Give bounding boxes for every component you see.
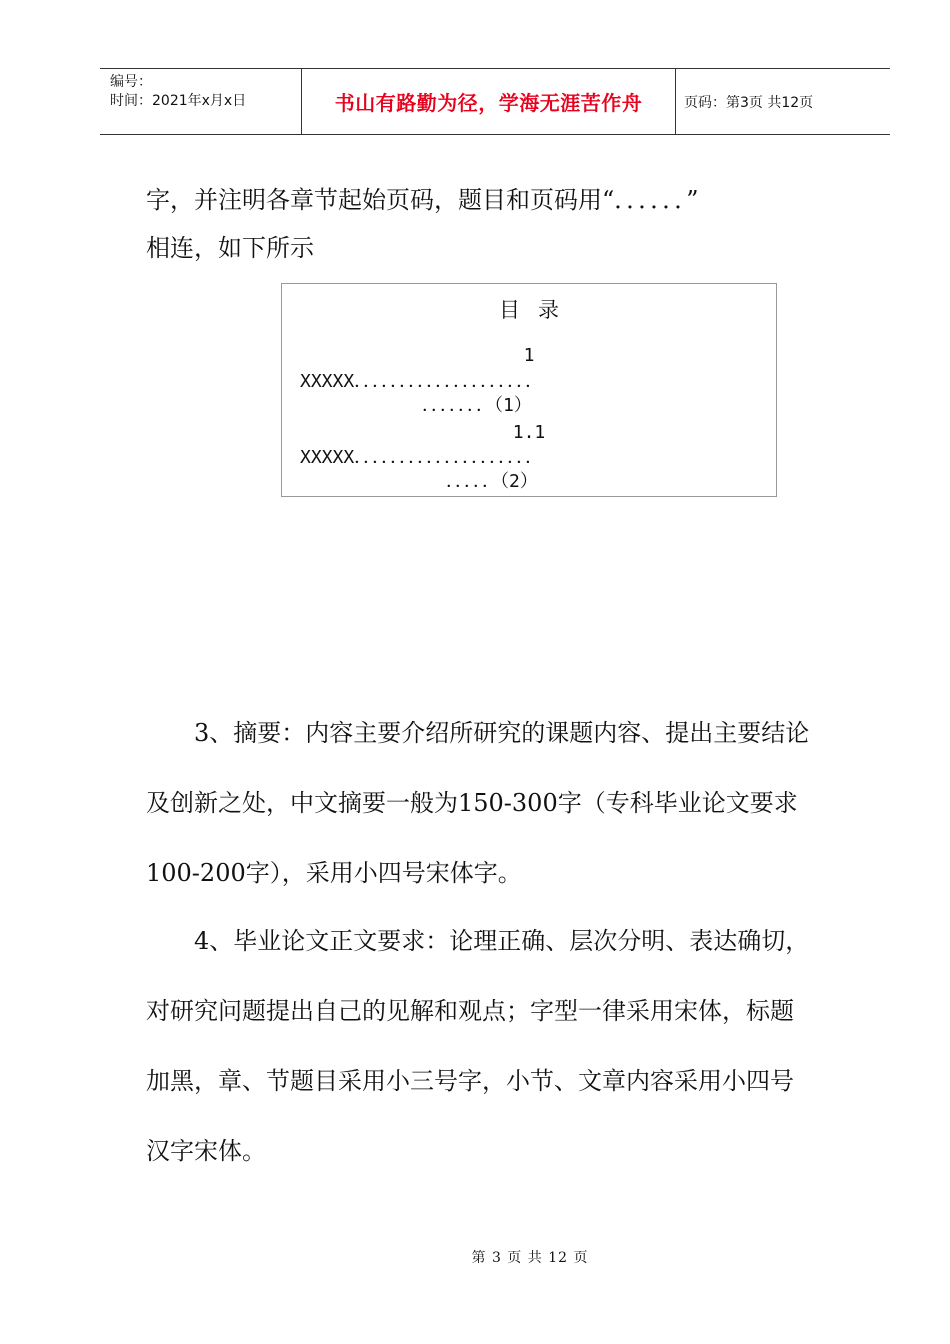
intro-paragraph <box>146 176 858 272</box>
abstract-line-2: 及创新之处，中文摘要一般为150-300字（专科毕业论文要求 <box>146 789 798 817</box>
toc-entry-1-continuation: ．．．．．．．（1） <box>422 395 532 416</box>
header-motto: 书山有路勤为径，学海无涯苦作舟 <box>302 69 676 134</box>
toc-entry-1-number: 1 <box>523 345 535 366</box>
body-line-1: 4、毕业论文正文要求：论理正确、层次分明、表达确切， <box>194 927 810 955</box>
intro-line-1: 字，并注明各章节起始页码，题目和页码用“．．．．．．” <box>146 186 699 214</box>
toc-entry-2-line: XXXXX．．．．．．．．．．．．．．．．．．．． <box>300 447 544 468</box>
intro-line-2: 相连，如下所示 <box>146 234 314 262</box>
body-requirement-paragraph <box>146 906 858 1186</box>
header-time-label: 时间：2021年x月x日 <box>110 93 247 109</box>
abstract-requirement-paragraph <box>146 698 858 908</box>
toc-entry-1-line: XXXXX．．．．．．．．．．．．．．．．．．．． <box>300 371 544 392</box>
toc-entry-2-number: 1.1 <box>512 422 546 443</box>
abstract-line-3: 100-200字），采用小四号宋体字。 <box>146 859 522 887</box>
page-header <box>100 68 890 135</box>
body-line-4: 汉字宋体。 <box>146 1137 266 1165</box>
page-footer: 第 3 页 共 12 页 <box>471 1250 589 1266</box>
body-line-3: 加黑，章、节题目采用小三号字，小节、文章内容采用小四号 <box>146 1067 794 1095</box>
abstract-line-1: 3、摘要：内容主要介绍所研究的课题内容、提出主要结论 <box>194 719 810 747</box>
toc-example-box <box>281 283 777 497</box>
body-line-2: 对研究问题提出自己的见解和观点；字型一律采用宋体，标题 <box>146 997 794 1025</box>
toc-entry-2-continuation: ．．．．．（2） <box>446 471 538 492</box>
header-meta <box>100 69 302 134</box>
toc-title: 目录 <box>499 298 577 322</box>
header-number-label: 编号： <box>110 74 152 90</box>
header-page-info: 页码：第3页 共12页 <box>684 94 814 111</box>
